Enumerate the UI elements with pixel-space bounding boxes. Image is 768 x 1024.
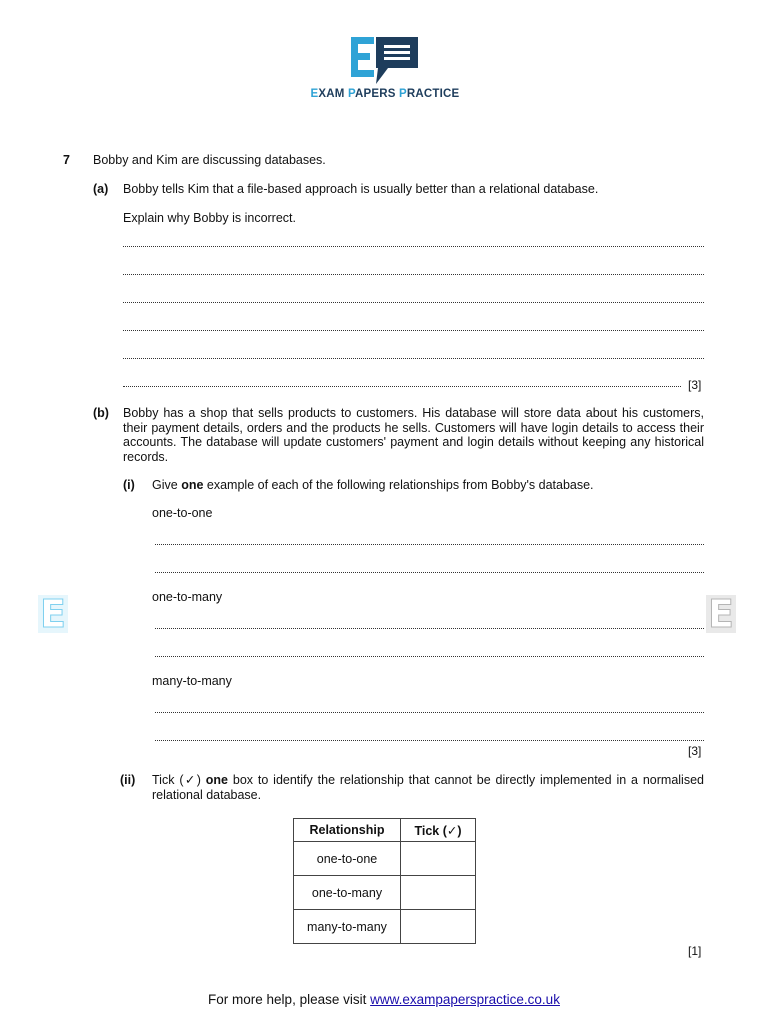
answer-line[interactable] xyxy=(123,302,704,303)
part-b-i-marks: [3] xyxy=(688,744,702,758)
part-b-ii-marks: [1] xyxy=(688,944,702,958)
part-b-text: Bobby has a shop that sells products to customers. His database will store data about his customers, their payment details, orders and the products he sells. Customers will have login details to access their accounts. The database will update customers' payment and login details without keeping any historical records. xyxy=(123,406,704,464)
table-header-tick: Tick (✓) xyxy=(401,819,476,842)
part-b-i-label: (i) xyxy=(123,478,135,492)
relationship-cell: one-to-one xyxy=(294,842,401,876)
part-b-i-prompt: Give one example of each of the following relationships from Bobby's database. xyxy=(152,478,594,492)
answer-line[interactable] xyxy=(155,628,704,629)
part-b-ii-prompt: Tick (✓) one box to identify the relationship that cannot be directly implemented in a normalised relational database. xyxy=(152,773,704,802)
table-row xyxy=(294,910,476,944)
table-header-relationship: Relationship xyxy=(294,819,401,842)
exam-papers-practice-logo xyxy=(300,34,470,104)
relationship-cell: one-to-many xyxy=(294,876,401,910)
table-row xyxy=(294,842,476,876)
tick-box-one-to-many[interactable] xyxy=(401,876,476,910)
answer-line[interactable] xyxy=(123,330,704,331)
part-b-label: (b) xyxy=(93,406,109,420)
relationship-label-one-to-one: one-to-one xyxy=(152,506,213,520)
footer-link[interactable]: www.exampaperspractice.co.uk xyxy=(370,992,560,1007)
left-side-marker-icon: E xyxy=(40,592,66,636)
answer-line[interactable] xyxy=(123,386,681,387)
part-a-marks: [3] xyxy=(688,378,702,392)
right-side-marker-icon: E xyxy=(708,592,734,636)
logo-text: EXAM PAPERS PRACTICE xyxy=(310,88,460,100)
logo-mark-icon xyxy=(348,34,420,86)
relationship-label-one-to-many: one-to-many xyxy=(152,590,223,604)
question-number: 7 xyxy=(63,153,70,167)
part-a-label: (a) xyxy=(93,182,109,196)
part-a-statement: Bobby tells Kim that a file-based approach is usually better than a relational database. xyxy=(123,182,599,196)
question-intro: Bobby and Kim are discussing databases. xyxy=(93,153,326,167)
part-a-instruction: Explain why Bobby is incorrect. xyxy=(123,211,296,225)
answer-line[interactable] xyxy=(155,740,704,741)
part-b-ii-label: (ii) xyxy=(120,773,136,787)
relationship-label-many-to-many: many-to-many xyxy=(152,674,232,688)
answer-line[interactable] xyxy=(155,544,704,545)
footer-text: For more help, please visit xyxy=(208,992,371,1007)
relationship-tick-table xyxy=(293,818,476,944)
answer-line[interactable] xyxy=(123,358,704,359)
tick-box-many-to-many[interactable] xyxy=(401,910,476,944)
table-header-row xyxy=(294,819,476,842)
table-row xyxy=(294,876,476,910)
answer-line[interactable] xyxy=(155,712,704,713)
tick-box-one-to-one[interactable] xyxy=(401,842,476,876)
footer xyxy=(0,992,768,1007)
answer-line[interactable] xyxy=(123,246,704,247)
relationship-cell: many-to-many xyxy=(294,910,401,944)
answer-line[interactable] xyxy=(155,572,704,573)
answer-line[interactable] xyxy=(155,656,704,657)
answer-line[interactable] xyxy=(123,274,704,275)
